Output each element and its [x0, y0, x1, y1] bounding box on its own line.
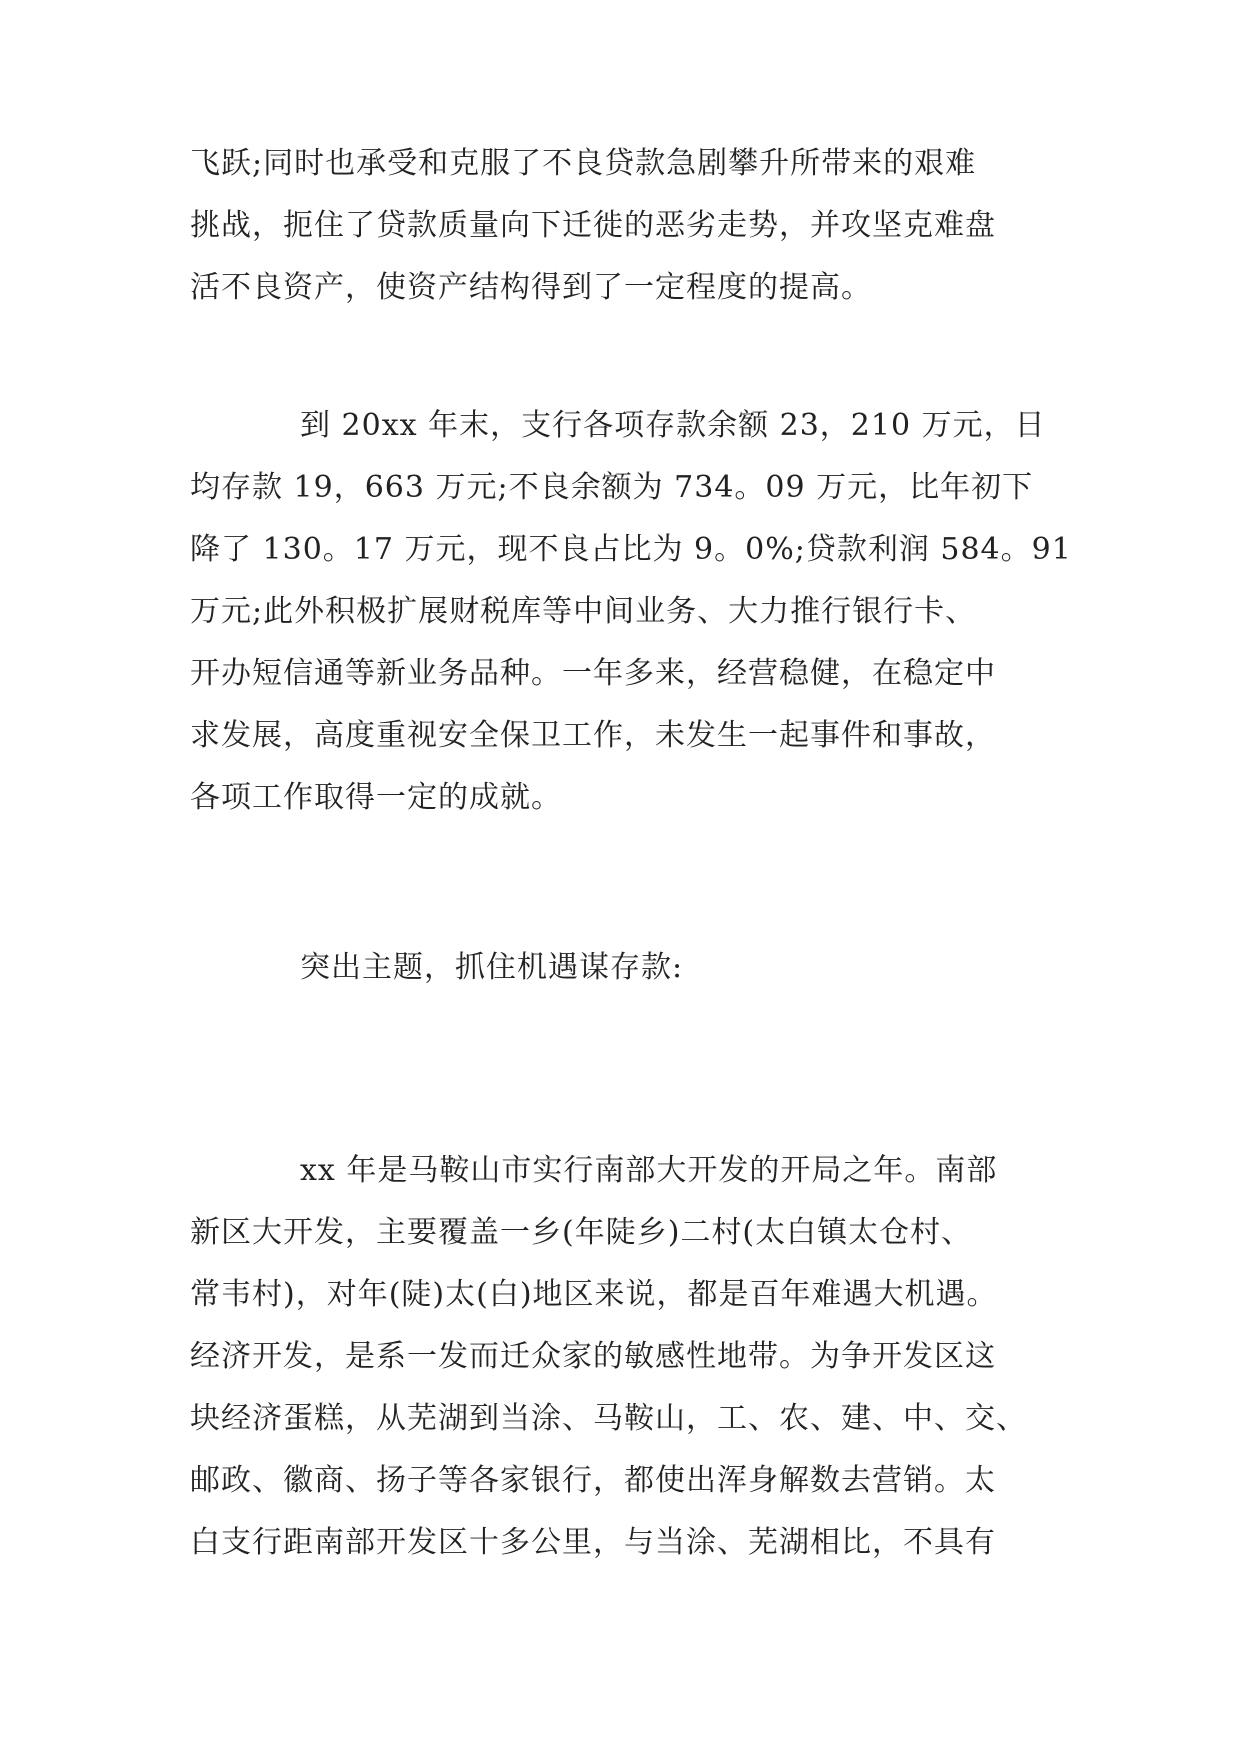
paragraph-1 — [190, 133, 1070, 319]
text-line: 活不良资产，使资产结构得到了一定程度的提高。 — [190, 270, 872, 305]
text-line: 新区大开发，主要覆盖一乡(年陡乡)二村(太白镇太仓村、 — [190, 1215, 973, 1250]
text-line: 飞跃;同时也承受和克服了不良贷款急剧攀升所带来的艰难 — [190, 146, 977, 181]
text-line: 块经济蛋糕，从芜湖到当涂、马鞍山，工、农、建、中、交、 — [190, 1401, 1027, 1436]
text-line: 各项工作取得一定的成就。 — [190, 780, 562, 815]
text-line: 降了 130。17 万元，现不良占比为 9。0%;贷款利润 584。91 — [190, 532, 1072, 567]
text-line: 邮政、徽商、扬子等各家银行，都使出浑身解数去营销。太 — [190, 1463, 996, 1498]
paragraph-2 — [190, 395, 1070, 829]
text-line: 到 20xx 年末，支行各项存款余额 23，210 万元，日 — [300, 408, 1046, 443]
text-line: 开办短信通等新业务品种。一年多来，经营稳健，在稳定中 — [190, 656, 996, 691]
heading-line: 突出主题，抓住机遇谋存款: — [300, 950, 684, 985]
text-line: 万元;此外积极扩展财税库等中间业务、大力推行银行卡、 — [190, 594, 977, 629]
text-line: xx 年是马鞍山市实行南部大开发的开局之年。南部 — [300, 1153, 998, 1188]
text-line: 常韦村)，对年(陡)太(白)地区来说，都是百年难遇大机遇。 — [190, 1277, 998, 1312]
paragraph-3 — [190, 1140, 1070, 1574]
section-heading — [190, 937, 1070, 999]
text-line: 求发展，高度重视安全保卫工作，未发生一起事件和事故， — [190, 718, 996, 753]
text-line: 经济开发，是系一发而迁众家的敏感性地带。为争开发区这 — [190, 1339, 996, 1374]
text-line: 均存款 19，663 万元;不良余额为 734。09 万元，比年初下 — [190, 470, 1034, 505]
text-line: 挑战，扼住了贷款质量向下迁徙的恶劣走势，并攻坚克难盘 — [190, 208, 996, 243]
text-line: 白支行距南部开发区十多公里，与当涂、芜湖相比，不具有 — [190, 1525, 996, 1560]
